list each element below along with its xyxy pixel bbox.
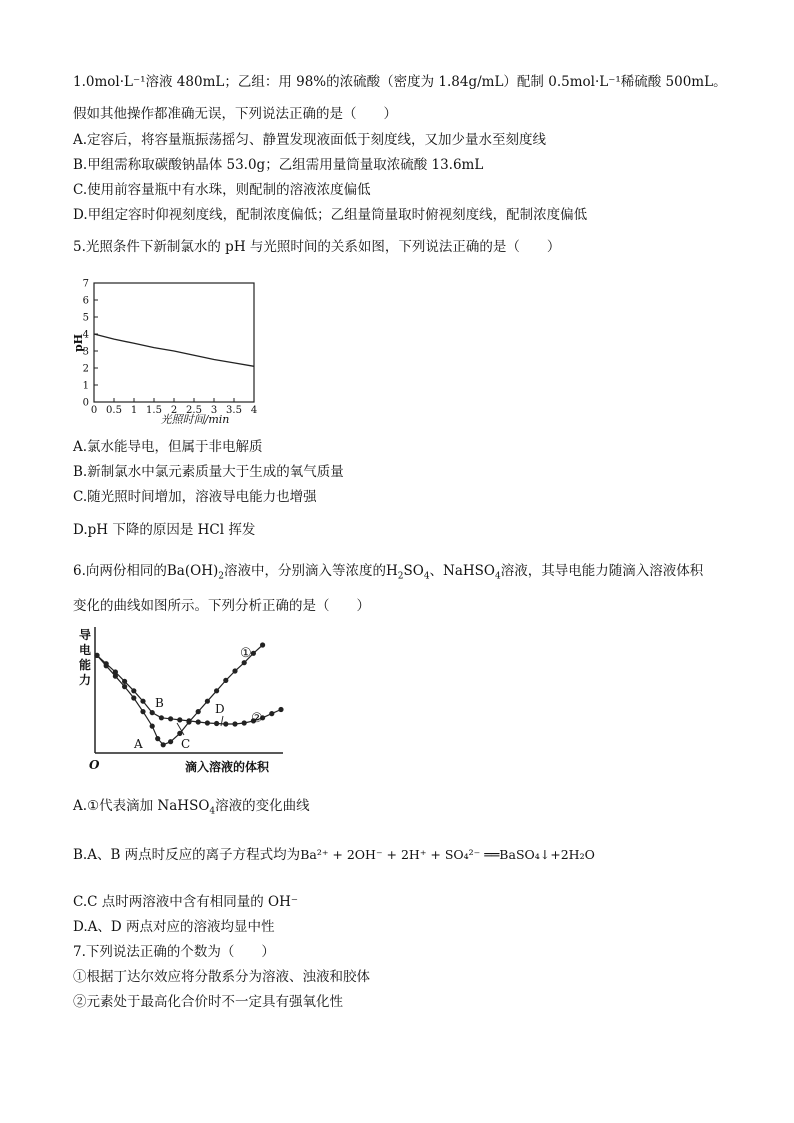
q6-stem-line-1 bbox=[73, 562, 703, 586]
q6-option-d: D.A、D 两点对应的溶液均显中性 bbox=[73, 919, 275, 935]
q6-prefix: 6.向两份相同的 bbox=[73, 563, 167, 579]
q6-option-c: C.C 点时两溶液中含有相同量的 OH⁻ bbox=[73, 894, 299, 910]
x-tick-label: 0.5 bbox=[106, 405, 122, 416]
label-d-leader bbox=[221, 716, 223, 726]
data-point bbox=[269, 711, 274, 716]
data-point bbox=[223, 721, 228, 726]
data-point bbox=[155, 736, 160, 741]
q6-option-a bbox=[73, 797, 310, 821]
data-point bbox=[131, 688, 136, 693]
q7-item-1: ①根据丁达尔效应将分散系分为溶液、浊液和胶体 bbox=[73, 969, 370, 985]
q7-stem: 7.下列说法正确的个数为（ ） bbox=[73, 944, 275, 960]
data-point bbox=[242, 720, 247, 725]
data-point bbox=[214, 688, 219, 693]
q6-so-sub: 4 bbox=[423, 571, 430, 582]
data-point bbox=[122, 679, 127, 684]
data-point bbox=[159, 715, 164, 720]
data-point bbox=[140, 709, 145, 714]
q4-option-c: C.使用前容量瓶中有水珠，则配制的溶液浓度偏低 bbox=[73, 182, 371, 198]
x-tick-label: 2 bbox=[170, 405, 178, 416]
time-axis-label: 光照时间/min bbox=[160, 413, 230, 426]
q6-so: SO bbox=[403, 563, 424, 579]
data-point bbox=[278, 707, 283, 712]
q6-mid2: 、NaHSO bbox=[429, 563, 495, 579]
q4-option-a: A.定容后，将容量瓶振荡摇匀、静置发现液面低于刻度线，又加少量水至刻度线 bbox=[73, 132, 547, 148]
q6b-equation: Ba²⁺ + 2OH⁻ + 2H⁺ + SO₄²⁻ ══BaSO₄↓+2H₂O bbox=[300, 847, 595, 862]
ph-curve bbox=[94, 334, 254, 366]
data-point bbox=[186, 718, 191, 723]
data-point bbox=[223, 678, 228, 683]
x-axis-label: 滴入溶液的体积 bbox=[185, 760, 270, 774]
ph-chart bbox=[70, 275, 270, 425]
y-tick-label: 4 bbox=[82, 329, 89, 341]
q6-nahso-sub: 4 bbox=[495, 571, 501, 582]
data-point bbox=[232, 668, 237, 673]
series-line bbox=[97, 645, 263, 745]
data-point bbox=[150, 710, 155, 715]
y-tick-label: 7 bbox=[82, 278, 89, 290]
y-tick-label: 3 bbox=[82, 346, 89, 358]
series-1-label: ① bbox=[240, 646, 252, 661]
q5-stem: 5.光照条件下新制氯水的 pH 与光照时间的关系如图，下列说法正确的是（ ） bbox=[73, 239, 561, 255]
q6-stem-line-2: 变化的曲线如图所示。下列分析正确的是（ ） bbox=[73, 598, 370, 614]
q4-line-2: 假如其他操作都准确无误，下列说法正确的是（ ） bbox=[73, 106, 397, 122]
q4-line-1: 1.0mol·L⁻¹溶液 480mL；乙组：用 98%的浓硫酸（密度为 1.84g/mL）配制 0.5mol·L⁻¹稀硫酸 500mL。 bbox=[73, 74, 727, 90]
data-point bbox=[232, 721, 237, 726]
q4-option-b: B.甲组需称取碳酸钠晶体 53.0g；乙组需用量筒量取浓硫酸 13.6mL bbox=[73, 157, 484, 173]
q6-option-b bbox=[73, 846, 595, 864]
data-point bbox=[161, 742, 166, 747]
y-tick-label: 2 bbox=[82, 363, 89, 375]
data-point bbox=[150, 724, 155, 729]
data-point bbox=[205, 720, 210, 725]
y-tick-label: 5 bbox=[82, 312, 89, 324]
x-tick-label: 2.5 bbox=[186, 405, 202, 416]
conductivity-chart bbox=[73, 627, 288, 777]
q6-baoh-sub: 2 bbox=[218, 571, 224, 582]
data-point bbox=[122, 684, 127, 689]
series-2-label: ② bbox=[251, 711, 263, 726]
y-tick-label: 1 bbox=[82, 380, 89, 392]
data-point bbox=[205, 699, 210, 704]
point-label-b: B bbox=[155, 696, 164, 710]
y-tick-label: 0 bbox=[82, 397, 89, 409]
point-label-d: D bbox=[215, 702, 225, 716]
x-tick-label: 1 bbox=[130, 405, 138, 416]
origin-label: O bbox=[89, 758, 100, 772]
q5-option-c: C.随光照时间增加，溶液导电能力也增强 bbox=[73, 489, 317, 505]
q5-option-a: A.氯水能导电，但属于非电解质 bbox=[73, 439, 263, 455]
point-label-c: C bbox=[181, 737, 191, 751]
x-tick-label: 4 bbox=[250, 405, 258, 416]
q5-option-b: B.新制氯水中氯元素质量大于生成的氧气质量 bbox=[73, 464, 344, 480]
q6-h: H bbox=[385, 563, 398, 579]
q6a-sub: 4 bbox=[209, 806, 216, 817]
ph-axis-label: pH bbox=[72, 333, 85, 353]
q6-mid1: 溶液中，分别滴入等浓度的 bbox=[223, 563, 386, 579]
x-tick-label: 1.5 bbox=[146, 405, 162, 416]
plot-frame bbox=[94, 283, 254, 402]
y-axis-label: 导电能力 bbox=[79, 628, 92, 687]
q6-h-sub: 2 bbox=[397, 571, 404, 582]
data-point bbox=[168, 739, 173, 744]
data-point bbox=[140, 699, 145, 704]
data-point bbox=[131, 695, 136, 700]
data-point bbox=[214, 721, 219, 726]
q6-baoh: Ba(OH) bbox=[166, 563, 219, 579]
q5-option-d: D.pH 下降的原因是 HCl 挥发 bbox=[73, 522, 256, 538]
x-tick-label: 3.5 bbox=[226, 405, 242, 416]
q6a-post: 溶液的变化曲线 bbox=[215, 798, 310, 814]
data-point bbox=[196, 709, 201, 714]
q7-item-2: ②元素处于最高化合价时不一定具有强氧化性 bbox=[73, 994, 343, 1010]
point-label-a: A bbox=[134, 737, 143, 751]
data-point bbox=[260, 642, 265, 647]
q6b-pre: B.A、B 两点时反应的离子方程式均为 bbox=[73, 847, 301, 863]
x-tick-label: 0 bbox=[90, 405, 98, 416]
data-point bbox=[94, 653, 99, 658]
x-tick-label: 3 bbox=[210, 405, 218, 416]
data-point bbox=[168, 716, 173, 721]
y-tick-label: 6 bbox=[82, 295, 89, 307]
q6a-pre: A.①代表滴加 NaHSO bbox=[73, 798, 210, 814]
data-point bbox=[104, 661, 109, 666]
data-point bbox=[113, 669, 118, 674]
q6-mid3: 溶液，其导电能力随滴入溶液体积 bbox=[500, 563, 704, 579]
q4-option-d: D.甲组定容时仰视刻度线，配制浓度偏低；乙组量筒量取时俯视刻度线，配制浓度偏低 bbox=[73, 207, 588, 223]
data-point bbox=[196, 719, 201, 724]
data-point bbox=[177, 717, 182, 722]
